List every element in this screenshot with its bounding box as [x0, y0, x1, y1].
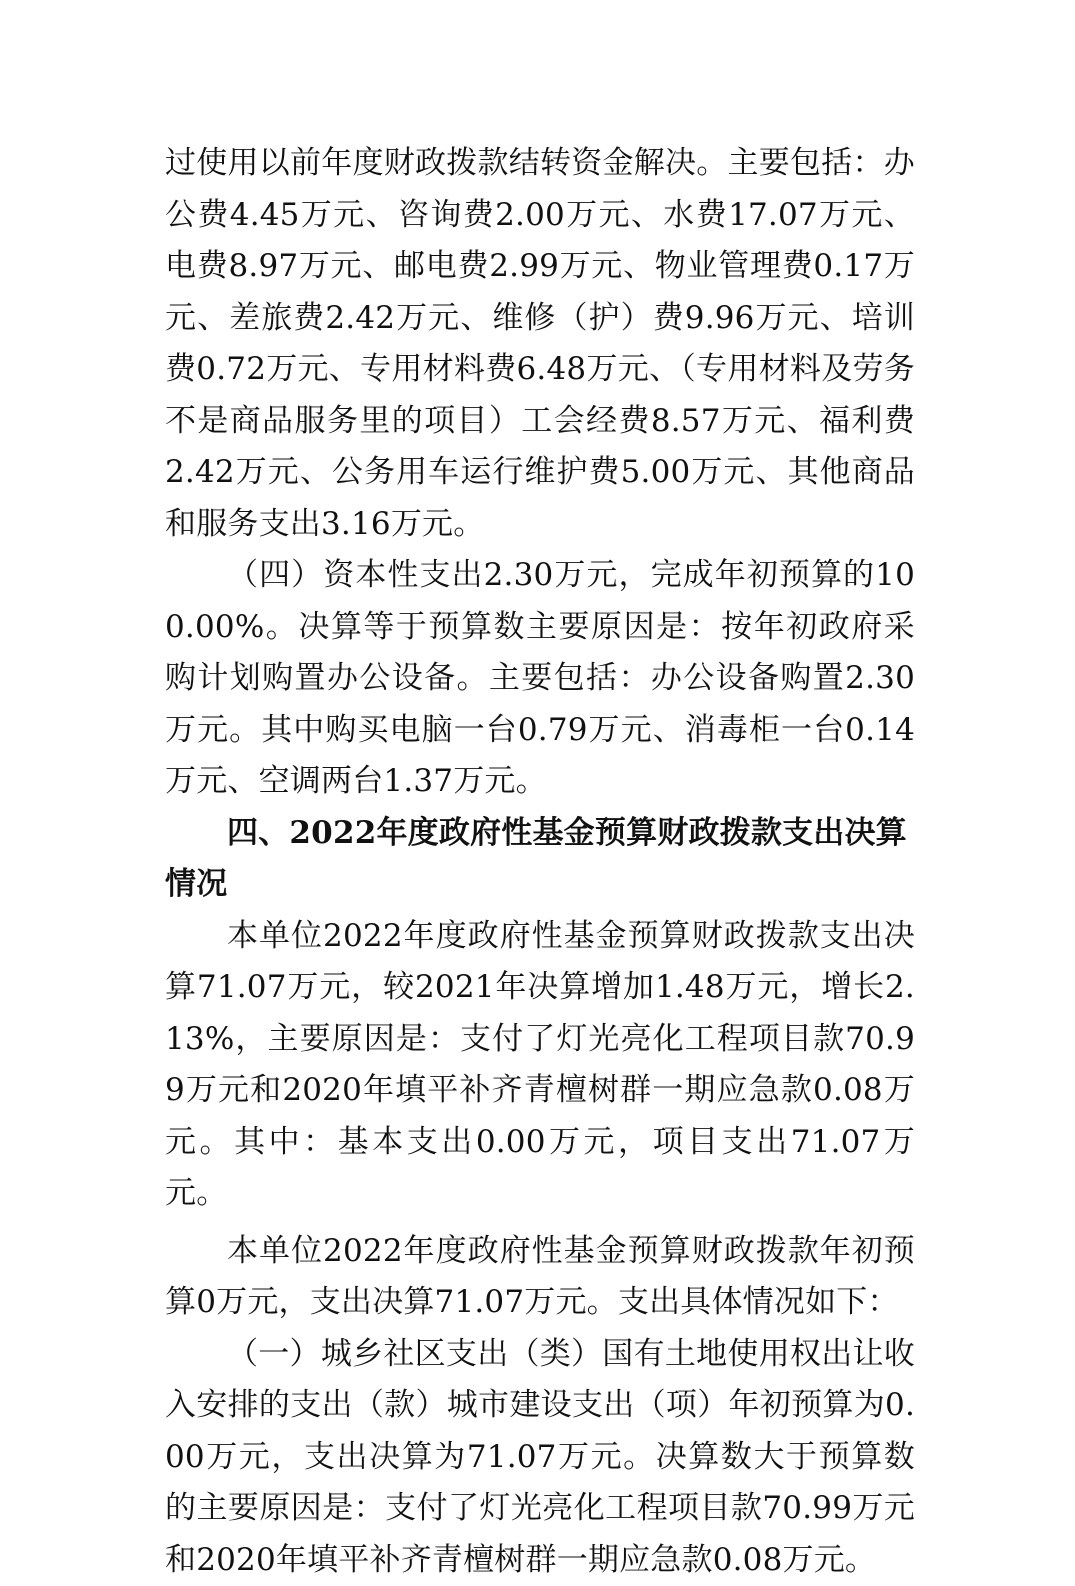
paragraph-fund-budget: 本单位2022年度政府性基金预算财政拨款年初预算0万元，支出决算71.07万元。支出具体情况如下： — [165, 1226, 915, 1329]
paragraph-continued-expenses: 过使用以前年度财政拨款结转资金解决。主要包括：办公费4.45万元、咨询费2.00万元、水费17.07万元、电费8.97万元、邮电费2.99万元、物业管理费0.17万元、差旅费2.42万元、维修（护）费9.96万元、培训费0.72万元、专用材料费6.48万元、（专用材料及劳务不是商品服务里的项目）工会经费8.57万元、福利费2.42万元、公务用车运行维护费5.00万元、其他商品和服务支出3.16万元。 — [165, 138, 915, 550]
paragraph-urban-community-expenditure: （一）城乡社区支出（类）国有土地使用权出让收入安排的支出（款）城市建设支出（项）年初预算为0.00万元，支出决算为71.07万元。决算数大于预算数的主要原因是：支付了灯光亮化工程项目款70.99万元和2020年填平补齐青檀树群一期应急款0.08万元。 — [165, 1329, 915, 1586]
section-heading-government-fund: 四、2022年度政府性基金预算财政拨款支出决算情况 — [165, 808, 915, 911]
paragraph-fund-summary: 本单位2022年度政府性基金预算财政拨款支出决算71.07万元，较2021年决算增加1.48万元，增长2.13%，主要原因是：支付了灯光亮化工程项目款70.99万元和2020年填平补齐青檀树群一期应急款0.08万元。其中：基本支出0.00万元，项目支出71.07万元。 — [165, 911, 915, 1220]
document-body — [165, 138, 915, 1586]
paragraph-capital-expenditure: （四）资本性支出2.30万元，完成年初预算的100.00%。决算等于预算数主要原因是：按年初政府采购计划购置办公设备。主要包括：办公设备购置2.30万元。其中购买电脑一台0.79万元、消毒柜一台0.14万元、空调两台1.37万元。 — [165, 550, 915, 808]
